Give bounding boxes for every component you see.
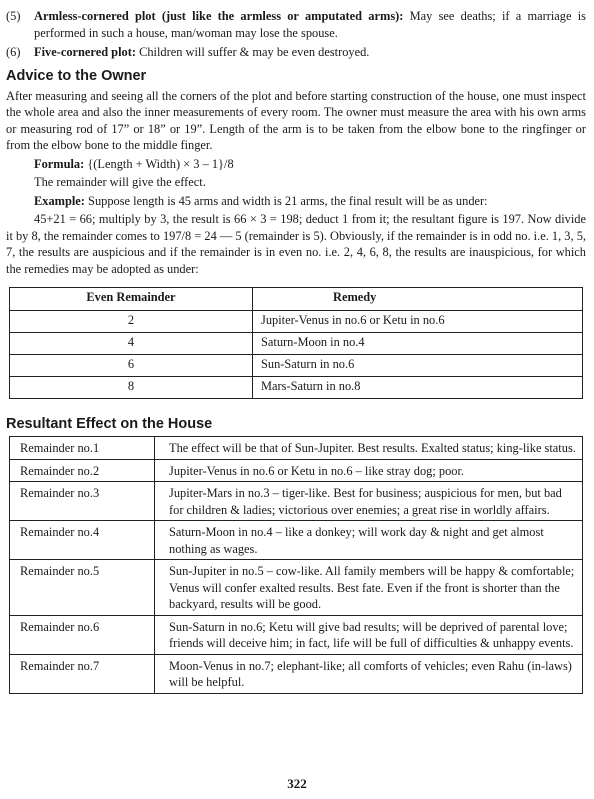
table-row [10,377,583,399]
effect-cell: The effect will be that of Sun-Jupiter. Best results. Exalted status; king-like status. [155,437,583,460]
remedy-cell: Saturn-Moon in no.4 [253,333,583,355]
advice-paragraph: After measuring and seeing all the corners of the plot and before starting construction of the house, one must inspect the whole area and also the inner measurements of every room. The owner must measure the area with his own arms or measuring rod of 17” or 18” or 19”. Length of the arm is to be taken from the elbow bone to the ringfinger or from the elbow bone to the middle finger. [6,88,586,152]
table-row [10,355,583,377]
table-row [10,615,583,654]
remedy-table [9,287,583,399]
table-row [10,311,583,333]
remedy-cell: Sun-Saturn in no.6 [253,355,583,377]
table-row [10,333,583,355]
remainder-cell: 6 [10,355,253,377]
table-header-row [10,288,583,311]
table-row [10,560,583,616]
item-title: Armless-cornered plot (just like the armless or amputated arms): [34,9,404,23]
list-item [6,44,586,61]
item-number: (5) [6,9,21,23]
remainder-label-cell: Remainder no.4 [10,521,155,560]
remainder-label-cell: Remainder no.6 [10,615,155,654]
document-page [6,8,586,694]
formula-line [6,156,586,173]
remainder-cell: 4 [10,333,253,355]
item-text: May see deaths; if a marriage is performed in such a house, man/woman may lose the spouse. [34,9,586,40]
remainder-cell: 2 [10,311,253,333]
table-row [10,482,583,521]
remainder-label-cell: Remainder no.5 [10,560,155,616]
remainder-label-cell: Remainder no.7 [10,654,155,693]
remainder-label-cell: Remainder no.3 [10,482,155,521]
remainder-cell: 8 [10,377,253,399]
table-row [10,654,583,693]
page-number: 322 [287,776,307,791]
remainder-label-cell: Remainder no.2 [10,459,155,482]
example-text: Suppose length is 45 arms and width is 21 arms, the final result will be as under: [88,193,488,208]
section-heading-advice: Advice to the Owner [6,67,147,84]
calculation-paragraph: 45+21 = 66; multiply by 3, the result is 66 × 3 = 198; deduct 1 from it; the resultant figure is 197. Now divide it by 8, the remainder comes to 197/8 = 24 — 5 (remainder is 5). Obviously, if the remainder is in odd no. i.e. 1, 3, 5, 7, the results are auspicious and if the remainder is in even no. i.e. 2, 4, 6, 8, the results are inauspicious, for which the remedies may be adopted as under: [6,212,586,276]
table-row [10,437,583,460]
effect-table [9,436,583,694]
remedy-cell: Mars-Saturn in no.8 [253,377,583,399]
remedy-cell: Jupiter-Venus in no.6 or Ketu in no.6 [253,311,583,333]
column-header: Even Remainder [10,288,253,311]
effect-cell: Saturn-Moon in no.4 – like a donkey; will work day & night and get almost nothing as wages. [155,521,583,560]
formula-label: Formula: [34,156,85,171]
item-title: Five-cornered plot: [34,45,136,59]
effect-cell: Sun-Jupiter in no.5 – cow-like. All family members will be happy & comfortable; Venus will confer exalted results. Best fate. Even if the front is shorter than the backyard, results will be good. [155,560,583,616]
example-label: Example: [34,193,85,208]
table-row [10,459,583,482]
effect-cell: Jupiter-Venus in no.6 or Ketu in no.6 – like stray dog; poor. [155,459,583,482]
example-line [6,193,586,210]
formula-text: {(Length + Width) × 3 – 1}/8 [87,156,234,171]
remainder-note: The remainder will give the effect. [34,175,206,189]
item-text: Children will suffer & may be even destroyed. [139,45,370,59]
effect-cell: Sun-Saturn in no.6; Ketu will give bad results; will be deprived of parental love; friends will deceive him; in fact, life will be full of difficulties & unhappy events. [155,615,583,654]
table-row [10,521,583,560]
item-number: (6) [6,45,21,59]
effect-cell: Jupiter-Mars in no.3 – tiger-like. Best for business; auspicious for men, but bad for children & ladies; victorious over enemies; a great rise in worldly affairs. [155,482,583,521]
effect-cell: Moon-Venus in no.7; elephant-like; all comforts of vehicles; even Rahu (in-laws) will be helpful. [155,654,583,693]
column-header: Remedy [253,288,583,311]
list-item [6,8,586,41]
remainder-label-cell: Remainder no.1 [10,437,155,460]
section-heading-effect: Resultant Effect on the House [6,416,213,432]
